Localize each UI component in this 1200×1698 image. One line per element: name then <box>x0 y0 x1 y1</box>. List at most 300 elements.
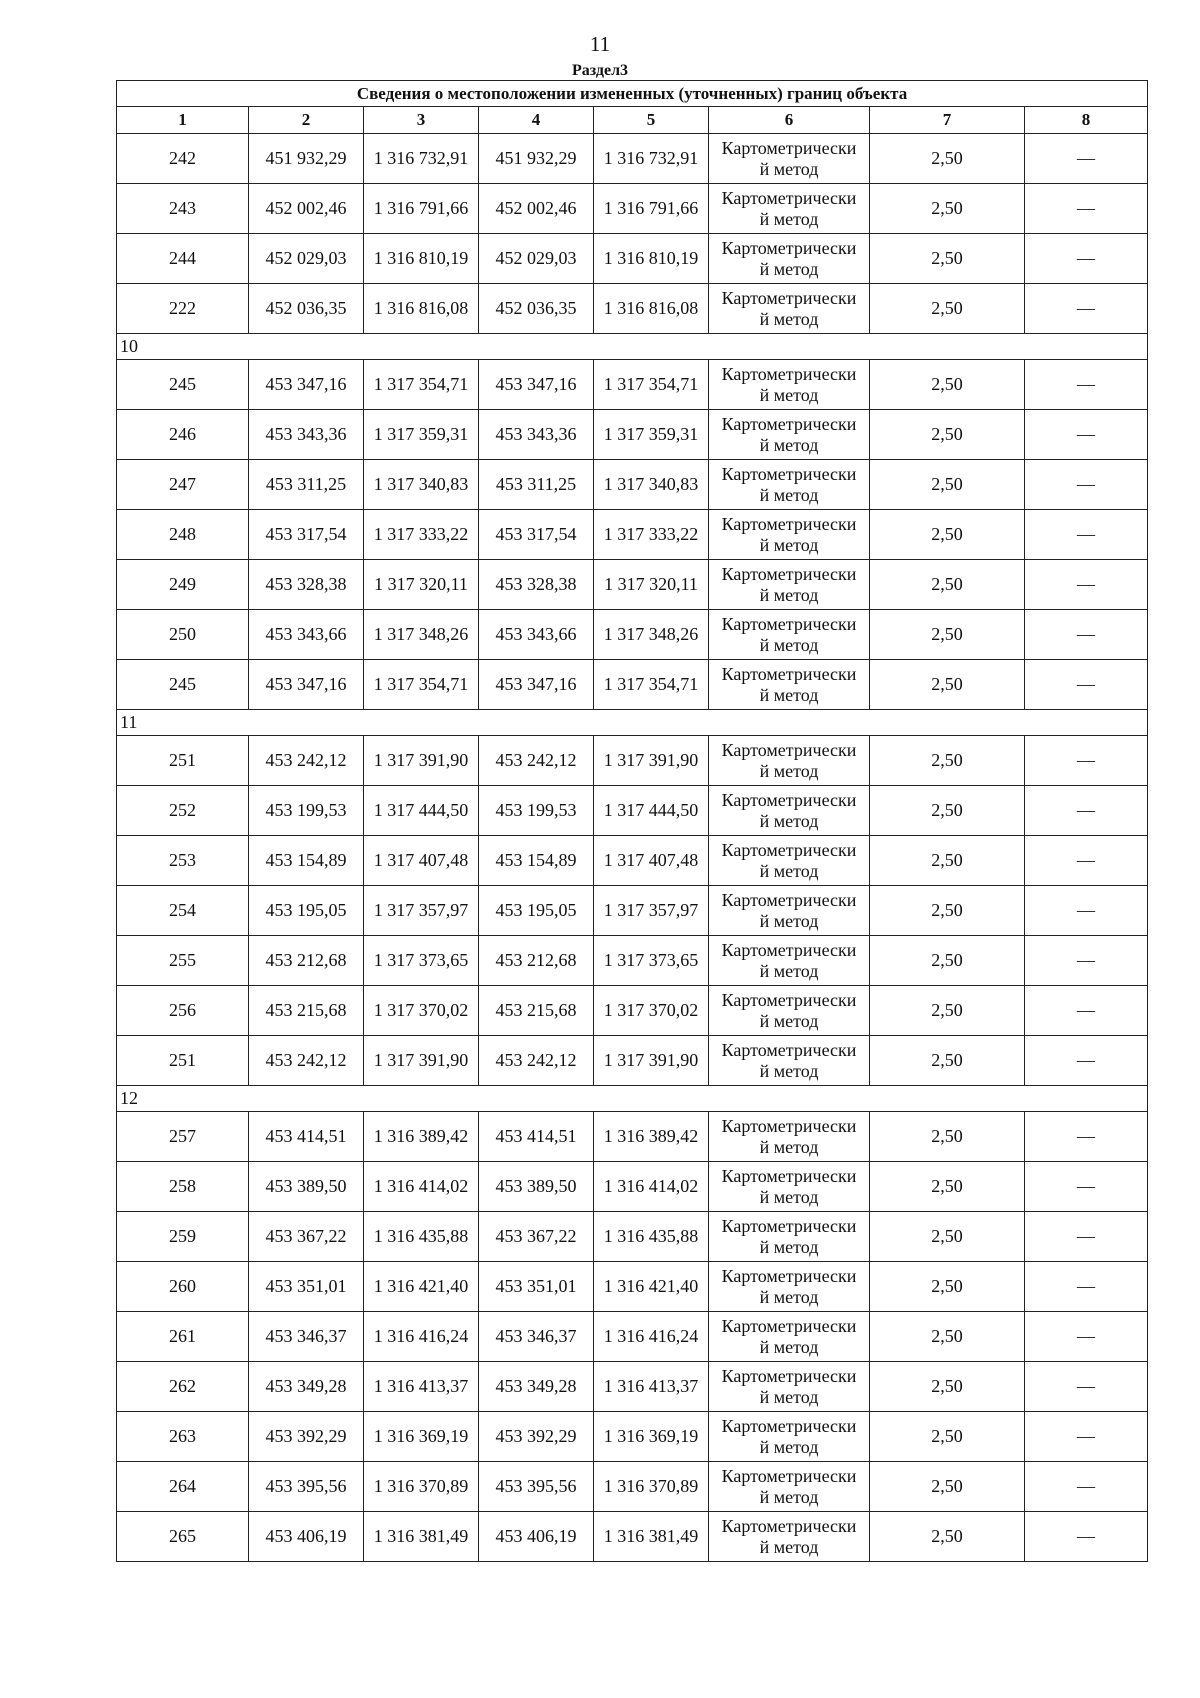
y-existing-cell: 1 316 381,49 <box>364 1512 479 1562</box>
column-number-1: 1 <box>117 107 249 134</box>
point-number-cell: 261 <box>117 1312 249 1362</box>
method-cell <box>709 1112 870 1162</box>
description-cell: — <box>1025 284 1148 334</box>
method-line-2: й метод <box>759 1186 819 1207</box>
method-cell <box>709 1262 870 1312</box>
point-number-cell: 251 <box>117 736 249 786</box>
method-cell <box>709 1036 870 1086</box>
method-line-1: Картометрически <box>721 839 857 860</box>
y-new-cell: 1 316 816,08 <box>594 284 709 334</box>
y-new-cell: 1 316 416,24 <box>594 1312 709 1362</box>
y-new-cell: 1 317 391,90 <box>594 1036 709 1086</box>
x-new-cell: 453 212,68 <box>479 936 594 986</box>
method-cell <box>709 986 870 1036</box>
page-number: 11 <box>589 32 611 56</box>
method-line-2: й метод <box>759 308 819 329</box>
point-number-cell: 253 <box>117 836 249 886</box>
method-line-1: Картометрически <box>721 613 857 634</box>
table-row <box>117 234 1148 284</box>
y-existing-cell: 1 317 391,90 <box>364 1036 479 1086</box>
table-row <box>117 1362 1148 1412</box>
y-new-cell: 1 316 421,40 <box>594 1262 709 1312</box>
point-number-cell: 254 <box>117 886 249 936</box>
x-new-cell: 453 317,54 <box>479 510 594 560</box>
method-line-2: й метод <box>759 534 819 555</box>
precision-cell: 2,50 <box>870 610 1025 660</box>
point-number-cell: 247 <box>117 460 249 510</box>
precision-cell: 2,50 <box>870 1462 1025 1512</box>
method-cell <box>709 184 870 234</box>
description-cell: — <box>1025 1512 1148 1562</box>
method-line-1: Картометрически <box>721 363 857 384</box>
table-row <box>117 460 1148 510</box>
column-number-4: 4 <box>479 107 594 134</box>
method-line-2: й метод <box>759 684 819 705</box>
method-line-1: Картометрически <box>721 789 857 810</box>
y-new-cell: 1 317 320,11 <box>594 560 709 610</box>
y-existing-cell: 1 316 369,19 <box>364 1412 479 1462</box>
point-number-cell: 245 <box>117 360 249 410</box>
precision-cell: 2,50 <box>870 460 1025 510</box>
point-number-cell: 222 <box>117 284 249 334</box>
point-number-cell: 260 <box>117 1262 249 1312</box>
point-number-cell: 257 <box>117 1112 249 1162</box>
precision-cell: 2,50 <box>870 1162 1025 1212</box>
description-cell: — <box>1025 1212 1148 1262</box>
x-new-cell: 453 343,36 <box>479 410 594 460</box>
description-cell: — <box>1025 234 1148 284</box>
method-line-2: й метод <box>759 384 819 405</box>
y-existing-cell: 1 316 732,91 <box>364 134 479 184</box>
method-line-2: й метод <box>759 158 819 179</box>
method-line-1: Картометрически <box>721 563 857 584</box>
point-number-cell: 265 <box>117 1512 249 1562</box>
point-number-cell: 245 <box>117 660 249 710</box>
y-new-cell: 1 316 389,42 <box>594 1112 709 1162</box>
x-existing-cell: 453 154,89 <box>249 836 364 886</box>
x-existing-cell: 452 036,35 <box>249 284 364 334</box>
method-cell <box>709 886 870 936</box>
column-number-7: 7 <box>870 107 1025 134</box>
group-header-row <box>117 710 1148 736</box>
x-existing-cell: 453 317,54 <box>249 510 364 560</box>
method-line-1: Картометрически <box>721 463 857 484</box>
table-row <box>117 660 1148 710</box>
method-line-2: й метод <box>759 760 819 781</box>
method-line-2: й метод <box>759 810 819 831</box>
y-existing-cell: 1 317 333,22 <box>364 510 479 560</box>
method-cell <box>709 510 870 560</box>
precision-cell: 2,50 <box>870 1412 1025 1462</box>
method-cell <box>709 360 870 410</box>
precision-cell: 2,50 <box>870 1112 1025 1162</box>
precision-cell: 2,50 <box>870 1362 1025 1412</box>
table-row <box>117 510 1148 560</box>
description-cell: — <box>1025 736 1148 786</box>
x-new-cell: 453 195,05 <box>479 886 594 936</box>
y-existing-cell: 1 316 421,40 <box>364 1262 479 1312</box>
x-existing-cell: 453 351,01 <box>249 1262 364 1312</box>
method-line-1: Картометрически <box>721 1515 857 1536</box>
table-body <box>117 134 1148 1562</box>
method-line-2: й метод <box>759 584 819 605</box>
precision-cell: 2,50 <box>870 1262 1025 1312</box>
y-existing-cell: 1 317 340,83 <box>364 460 479 510</box>
method-line-1: Картометрически <box>721 1415 857 1436</box>
table-row <box>117 410 1148 460</box>
table-row <box>117 134 1148 184</box>
x-new-cell: 453 311,25 <box>479 460 594 510</box>
description-cell: — <box>1025 1362 1148 1412</box>
y-existing-cell: 1 317 320,11 <box>364 560 479 610</box>
point-number-cell: 248 <box>117 510 249 560</box>
precision-cell: 2,50 <box>870 560 1025 610</box>
method-line-2: й метод <box>759 1386 819 1407</box>
y-existing-cell: 1 317 354,71 <box>364 660 479 710</box>
x-existing-cell: 453 367,22 <box>249 1212 364 1262</box>
y-existing-cell: 1 317 348,26 <box>364 610 479 660</box>
table-row <box>117 886 1148 936</box>
precision-cell: 2,50 <box>870 184 1025 234</box>
x-existing-cell: 453 389,50 <box>249 1162 364 1212</box>
y-existing-cell: 1 316 816,08 <box>364 284 479 334</box>
x-new-cell: 453 154,89 <box>479 836 594 886</box>
x-existing-cell: 452 002,46 <box>249 184 364 234</box>
table-row <box>117 1312 1148 1362</box>
method-cell <box>709 936 870 986</box>
y-existing-cell: 1 316 389,42 <box>364 1112 479 1162</box>
y-new-cell: 1 317 333,22 <box>594 510 709 560</box>
y-new-cell: 1 317 354,71 <box>594 360 709 410</box>
x-new-cell: 453 343,66 <box>479 610 594 660</box>
description-cell: — <box>1025 184 1148 234</box>
precision-cell: 2,50 <box>870 1036 1025 1086</box>
table-row <box>117 836 1148 886</box>
method-line-2: й метод <box>759 1436 819 1457</box>
method-line-1: Картометрически <box>721 1315 857 1336</box>
table-row <box>117 1512 1148 1562</box>
method-line-2: й метод <box>759 258 819 279</box>
x-new-cell: 453 215,68 <box>479 986 594 1036</box>
method-cell <box>709 410 870 460</box>
description-cell: — <box>1025 510 1148 560</box>
x-existing-cell: 453 311,25 <box>249 460 364 510</box>
point-number-cell: 262 <box>117 1362 249 1412</box>
y-new-cell: 1 317 444,50 <box>594 786 709 836</box>
table-row <box>117 610 1148 660</box>
y-new-cell: 1 317 348,26 <box>594 610 709 660</box>
y-existing-cell: 1 317 407,48 <box>364 836 479 886</box>
group-label: 11 <box>117 710 1148 736</box>
description-cell: — <box>1025 360 1148 410</box>
precision-cell: 2,50 <box>870 360 1025 410</box>
x-existing-cell: 453 199,53 <box>249 786 364 836</box>
description-cell: — <box>1025 1412 1148 1462</box>
y-new-cell: 1 317 359,31 <box>594 410 709 460</box>
precision-cell: 2,50 <box>870 134 1025 184</box>
method-line-1: Картометрически <box>721 889 857 910</box>
point-number-cell: 244 <box>117 234 249 284</box>
x-new-cell: 452 036,35 <box>479 284 594 334</box>
method-line-2: й метод <box>759 434 819 455</box>
method-cell <box>709 1512 870 1562</box>
x-existing-cell: 453 347,16 <box>249 660 364 710</box>
description-cell: — <box>1025 410 1148 460</box>
group-label: 12 <box>117 1086 1148 1112</box>
x-new-cell: 451 932,29 <box>479 134 594 184</box>
x-existing-cell: 453 349,28 <box>249 1362 364 1412</box>
x-existing-cell: 453 195,05 <box>249 886 364 936</box>
description-cell: — <box>1025 610 1148 660</box>
x-existing-cell: 453 242,12 <box>249 736 364 786</box>
column-number-8: 8 <box>1025 107 1148 134</box>
table-row <box>117 936 1148 986</box>
table-caption: Сведения о местоположении измененных (уточненных) границ объекта <box>117 81 1148 107</box>
column-number-3: 3 <box>364 107 479 134</box>
x-new-cell: 453 389,50 <box>479 1162 594 1212</box>
method-line-1: Картометрически <box>721 739 857 760</box>
x-existing-cell: 453 343,66 <box>249 610 364 660</box>
precision-cell: 2,50 <box>870 986 1025 1036</box>
x-new-cell: 453 349,28 <box>479 1362 594 1412</box>
description-cell: — <box>1025 1036 1148 1086</box>
point-number-cell: 255 <box>117 936 249 986</box>
y-new-cell: 1 316 810,19 <box>594 234 709 284</box>
description-cell: — <box>1025 460 1148 510</box>
column-number-6: 6 <box>709 107 870 134</box>
method-cell <box>709 560 870 610</box>
y-new-cell: 1 317 373,65 <box>594 936 709 986</box>
y-new-cell: 1 317 354,71 <box>594 660 709 710</box>
point-number-cell: 242 <box>117 134 249 184</box>
x-new-cell: 453 347,16 <box>479 660 594 710</box>
group-header-row <box>117 334 1148 360</box>
method-line-1: Картометрически <box>721 287 857 308</box>
precision-cell: 2,50 <box>870 284 1025 334</box>
method-line-1: Картометрически <box>721 1115 857 1136</box>
method-line-2: й метод <box>759 910 819 931</box>
point-number-cell: 252 <box>117 786 249 836</box>
x-existing-cell: 453 343,36 <box>249 410 364 460</box>
x-existing-cell: 453 392,29 <box>249 1412 364 1462</box>
description-cell: — <box>1025 1262 1148 1312</box>
y-existing-cell: 1 317 354,71 <box>364 360 479 410</box>
method-cell <box>709 1212 870 1262</box>
x-new-cell: 453 199,53 <box>479 786 594 836</box>
y-existing-cell: 1 316 370,89 <box>364 1462 479 1512</box>
column-number-row <box>117 107 1148 134</box>
column-number-2: 2 <box>249 107 364 134</box>
group-label: 10 <box>117 334 1148 360</box>
y-existing-cell: 1 317 359,31 <box>364 410 479 460</box>
x-existing-cell: 453 395,56 <box>249 1462 364 1512</box>
point-number-cell: 250 <box>117 610 249 660</box>
x-new-cell: 453 395,56 <box>479 1462 594 1512</box>
y-new-cell: 1 316 414,02 <box>594 1162 709 1212</box>
precision-cell: 2,50 <box>870 1512 1025 1562</box>
x-new-cell: 453 414,51 <box>479 1112 594 1162</box>
method-line-1: Картометрически <box>721 1265 857 1286</box>
table-row <box>117 1112 1148 1162</box>
table-row <box>117 1462 1148 1512</box>
description-cell: — <box>1025 1462 1148 1512</box>
section-title: Раздел3 <box>571 62 629 79</box>
table-row <box>117 786 1148 836</box>
description-cell: — <box>1025 1312 1148 1362</box>
table-row <box>117 1162 1148 1212</box>
table-row <box>117 986 1148 1036</box>
method-line-1: Картометрически <box>721 137 857 158</box>
method-line-2: й метод <box>759 1060 819 1081</box>
precision-cell: 2,50 <box>870 886 1025 936</box>
description-cell: — <box>1025 1162 1148 1212</box>
method-line-1: Картометрически <box>721 989 857 1010</box>
method-line-2: й метод <box>759 1136 819 1157</box>
y-existing-cell: 1 317 391,90 <box>364 736 479 786</box>
y-new-cell: 1 316 381,49 <box>594 1512 709 1562</box>
method-cell <box>709 1312 870 1362</box>
method-line-2: й метод <box>759 860 819 881</box>
x-existing-cell: 453 215,68 <box>249 986 364 1036</box>
description-cell: — <box>1025 560 1148 610</box>
method-line-2: й метод <box>759 1286 819 1307</box>
description-cell: — <box>1025 836 1148 886</box>
point-number-cell: 264 <box>117 1462 249 1512</box>
method-line-2: й метод <box>759 484 819 505</box>
y-new-cell: 1 316 413,37 <box>594 1362 709 1412</box>
method-cell <box>709 1362 870 1412</box>
method-cell <box>709 1462 870 1512</box>
point-number-cell: 263 <box>117 1412 249 1462</box>
table-row <box>117 1036 1148 1086</box>
description-cell: — <box>1025 660 1148 710</box>
method-cell <box>709 660 870 710</box>
method-line-2: й метод <box>759 1336 819 1357</box>
x-existing-cell: 452 029,03 <box>249 234 364 284</box>
y-existing-cell: 1 316 810,19 <box>364 234 479 284</box>
x-new-cell: 453 346,37 <box>479 1312 594 1362</box>
method-line-2: й метод <box>759 208 819 229</box>
precision-cell: 2,50 <box>870 1312 1025 1362</box>
table-row <box>117 1212 1148 1262</box>
table-row <box>117 284 1148 334</box>
x-new-cell: 453 351,01 <box>479 1262 594 1312</box>
method-cell <box>709 284 870 334</box>
x-existing-cell: 453 212,68 <box>249 936 364 986</box>
point-number-cell: 251 <box>117 1036 249 1086</box>
x-existing-cell: 451 932,29 <box>249 134 364 184</box>
method-line-1: Картометрически <box>721 1465 857 1486</box>
precision-cell: 2,50 <box>870 660 1025 710</box>
method-cell <box>709 836 870 886</box>
description-cell: — <box>1025 134 1148 184</box>
point-number-cell: 249 <box>117 560 249 610</box>
y-new-cell: 1 316 369,19 <box>594 1412 709 1462</box>
y-existing-cell: 1 316 791,66 <box>364 184 479 234</box>
method-line-2: й метод <box>759 634 819 655</box>
table-row <box>117 1412 1148 1462</box>
x-new-cell: 452 029,03 <box>479 234 594 284</box>
description-cell: — <box>1025 1112 1148 1162</box>
table-row <box>117 360 1148 410</box>
method-line-2: й метод <box>759 1010 819 1031</box>
method-cell <box>709 610 870 660</box>
y-new-cell: 1 317 340,83 <box>594 460 709 510</box>
y-new-cell: 1 317 407,48 <box>594 836 709 886</box>
precision-cell: 2,50 <box>870 410 1025 460</box>
point-number-cell: 246 <box>117 410 249 460</box>
y-new-cell: 1 316 791,66 <box>594 184 709 234</box>
group-header-row <box>117 1086 1148 1112</box>
y-new-cell: 1 316 732,91 <box>594 134 709 184</box>
method-line-1: Картометрически <box>721 939 857 960</box>
point-number-cell: 259 <box>117 1212 249 1262</box>
description-cell: — <box>1025 786 1148 836</box>
precision-cell: 2,50 <box>870 234 1025 284</box>
x-new-cell: 453 242,12 <box>479 1036 594 1086</box>
y-new-cell: 1 317 357,97 <box>594 886 709 936</box>
table-row <box>117 184 1148 234</box>
y-existing-cell: 1 317 373,65 <box>364 936 479 986</box>
coordinates-table <box>116 80 1148 1562</box>
y-new-cell: 1 317 391,90 <box>594 736 709 786</box>
x-new-cell: 453 392,29 <box>479 1412 594 1462</box>
column-number-5: 5 <box>594 107 709 134</box>
method-line-2: й метод <box>759 1486 819 1507</box>
x-existing-cell: 453 414,51 <box>249 1112 364 1162</box>
method-line-1: Картометрически <box>721 513 857 534</box>
point-number-cell: 256 <box>117 986 249 1036</box>
x-existing-cell: 453 242,12 <box>249 1036 364 1086</box>
x-existing-cell: 453 328,38 <box>249 560 364 610</box>
x-new-cell: 453 367,22 <box>479 1212 594 1262</box>
method-cell <box>709 1412 870 1462</box>
table-row <box>117 736 1148 786</box>
x-existing-cell: 453 347,16 <box>249 360 364 410</box>
method-line-2: й метод <box>759 960 819 981</box>
method-line-1: Картометрически <box>721 413 857 434</box>
table-row <box>117 1262 1148 1312</box>
y-existing-cell: 1 317 444,50 <box>364 786 479 836</box>
y-existing-cell: 1 316 414,02 <box>364 1162 479 1212</box>
method-line-2: й метод <box>759 1236 819 1257</box>
precision-cell: 2,50 <box>870 836 1025 886</box>
y-new-cell: 1 316 435,88 <box>594 1212 709 1262</box>
precision-cell: 2,50 <box>870 510 1025 560</box>
x-new-cell: 453 347,16 <box>479 360 594 410</box>
method-cell <box>709 134 870 184</box>
precision-cell: 2,50 <box>870 736 1025 786</box>
point-number-cell: 243 <box>117 184 249 234</box>
description-cell: — <box>1025 986 1148 1036</box>
x-existing-cell: 453 406,19 <box>249 1512 364 1562</box>
y-existing-cell: 1 316 413,37 <box>364 1362 479 1412</box>
y-new-cell: 1 317 370,02 <box>594 986 709 1036</box>
x-existing-cell: 453 346,37 <box>249 1312 364 1362</box>
method-line-1: Картометрически <box>721 187 857 208</box>
x-new-cell: 452 002,46 <box>479 184 594 234</box>
method-cell <box>709 736 870 786</box>
precision-cell: 2,50 <box>870 936 1025 986</box>
method-cell <box>709 786 870 836</box>
method-line-2: й метод <box>759 1536 819 1557</box>
method-line-1: Картометрически <box>721 1365 857 1386</box>
table-row <box>117 560 1148 610</box>
method-line-1: Картометрически <box>721 663 857 684</box>
y-new-cell: 1 316 370,89 <box>594 1462 709 1512</box>
method-line-1: Картометрически <box>721 1215 857 1236</box>
x-new-cell: 453 242,12 <box>479 736 594 786</box>
